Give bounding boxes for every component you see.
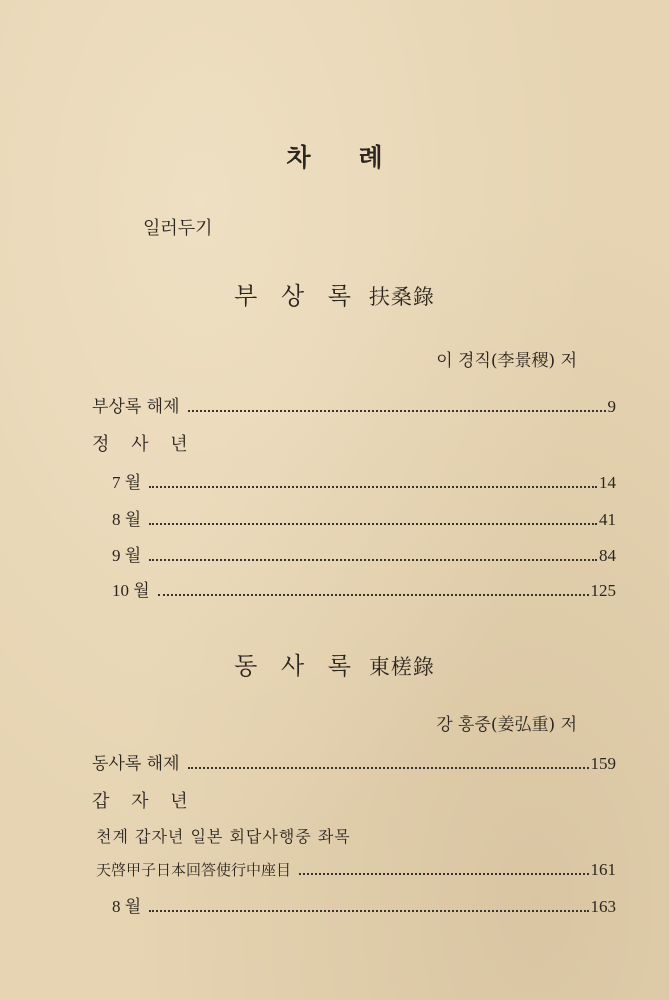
toc-entry-month[interactable] (112, 541, 616, 566)
section-2-era: 갑 자 년 (92, 791, 196, 812)
dot-leader (158, 594, 589, 596)
toc-entry-page: 161 (590, 860, 616, 879)
notes-entry[interactable]: 일러두기 (143, 218, 213, 239)
toc-entry-label: 8 월 (112, 510, 142, 529)
toc-entry-page: 163 (590, 897, 616, 916)
page-title (0, 138, 669, 174)
toc-entry-label: 天啓甲子日本回答使行中座目 (96, 861, 292, 879)
section-1-title: 부 상 록 (234, 282, 359, 310)
section-2-subheading: 천계 갑자년 일본 회답사행중 좌목 (96, 827, 351, 846)
toc-entry-label: 9 월 (112, 546, 142, 565)
toc-entry-month[interactable] (112, 892, 616, 917)
section-2-title: 동 사 록 (234, 652, 359, 680)
toc-entry-label: 동사록 해제 (92, 754, 180, 774)
toc-entry-page: 9 (607, 397, 616, 416)
toc-entry-section-1-intro[interactable] (92, 392, 616, 417)
toc-entry-month[interactable] (112, 505, 616, 530)
section-2-hanja: 東槎錄 (368, 655, 435, 679)
toc-entry-page: 159 (590, 754, 616, 773)
toc-entry-label: 10 월 (112, 581, 150, 600)
section-2-author: 강 홍중(姜弘重) 저 (436, 715, 577, 735)
dot-leader (188, 767, 589, 769)
toc-entry-month[interactable] (112, 576, 616, 601)
section-2-heading (0, 646, 669, 681)
section-1-author: 이 경직(李景稷) 저 (436, 351, 577, 371)
section-1-heading (0, 276, 669, 311)
dot-leader (149, 486, 597, 488)
dot-leader (149, 523, 597, 525)
toc-entry-label: 부상록 해제 (92, 397, 180, 417)
toc-entry-label: 8 월 (112, 897, 142, 916)
page-title-char-1: 차 (286, 143, 311, 172)
dot-leader (188, 410, 606, 412)
dot-leader (149, 559, 597, 561)
toc-entry-section-2-intro[interactable] (92, 749, 616, 774)
section-1-era: 정 사 년 (92, 434, 196, 455)
toc-entry-page: 84 (599, 546, 616, 565)
toc-entry-sub[interactable] (96, 859, 616, 880)
toc-entry-page: 125 (590, 581, 616, 600)
toc-entry-label: 7 월 (112, 473, 142, 492)
toc-entry-page: 41 (599, 510, 616, 529)
page-title-char-2: 례 (358, 143, 383, 172)
toc-entry-month[interactable] (112, 468, 616, 493)
dot-leader (299, 873, 588, 875)
toc-entry-page: 14 (599, 473, 616, 492)
dot-leader (149, 910, 588, 912)
section-1-hanja: 扶桑錄 (368, 285, 435, 309)
